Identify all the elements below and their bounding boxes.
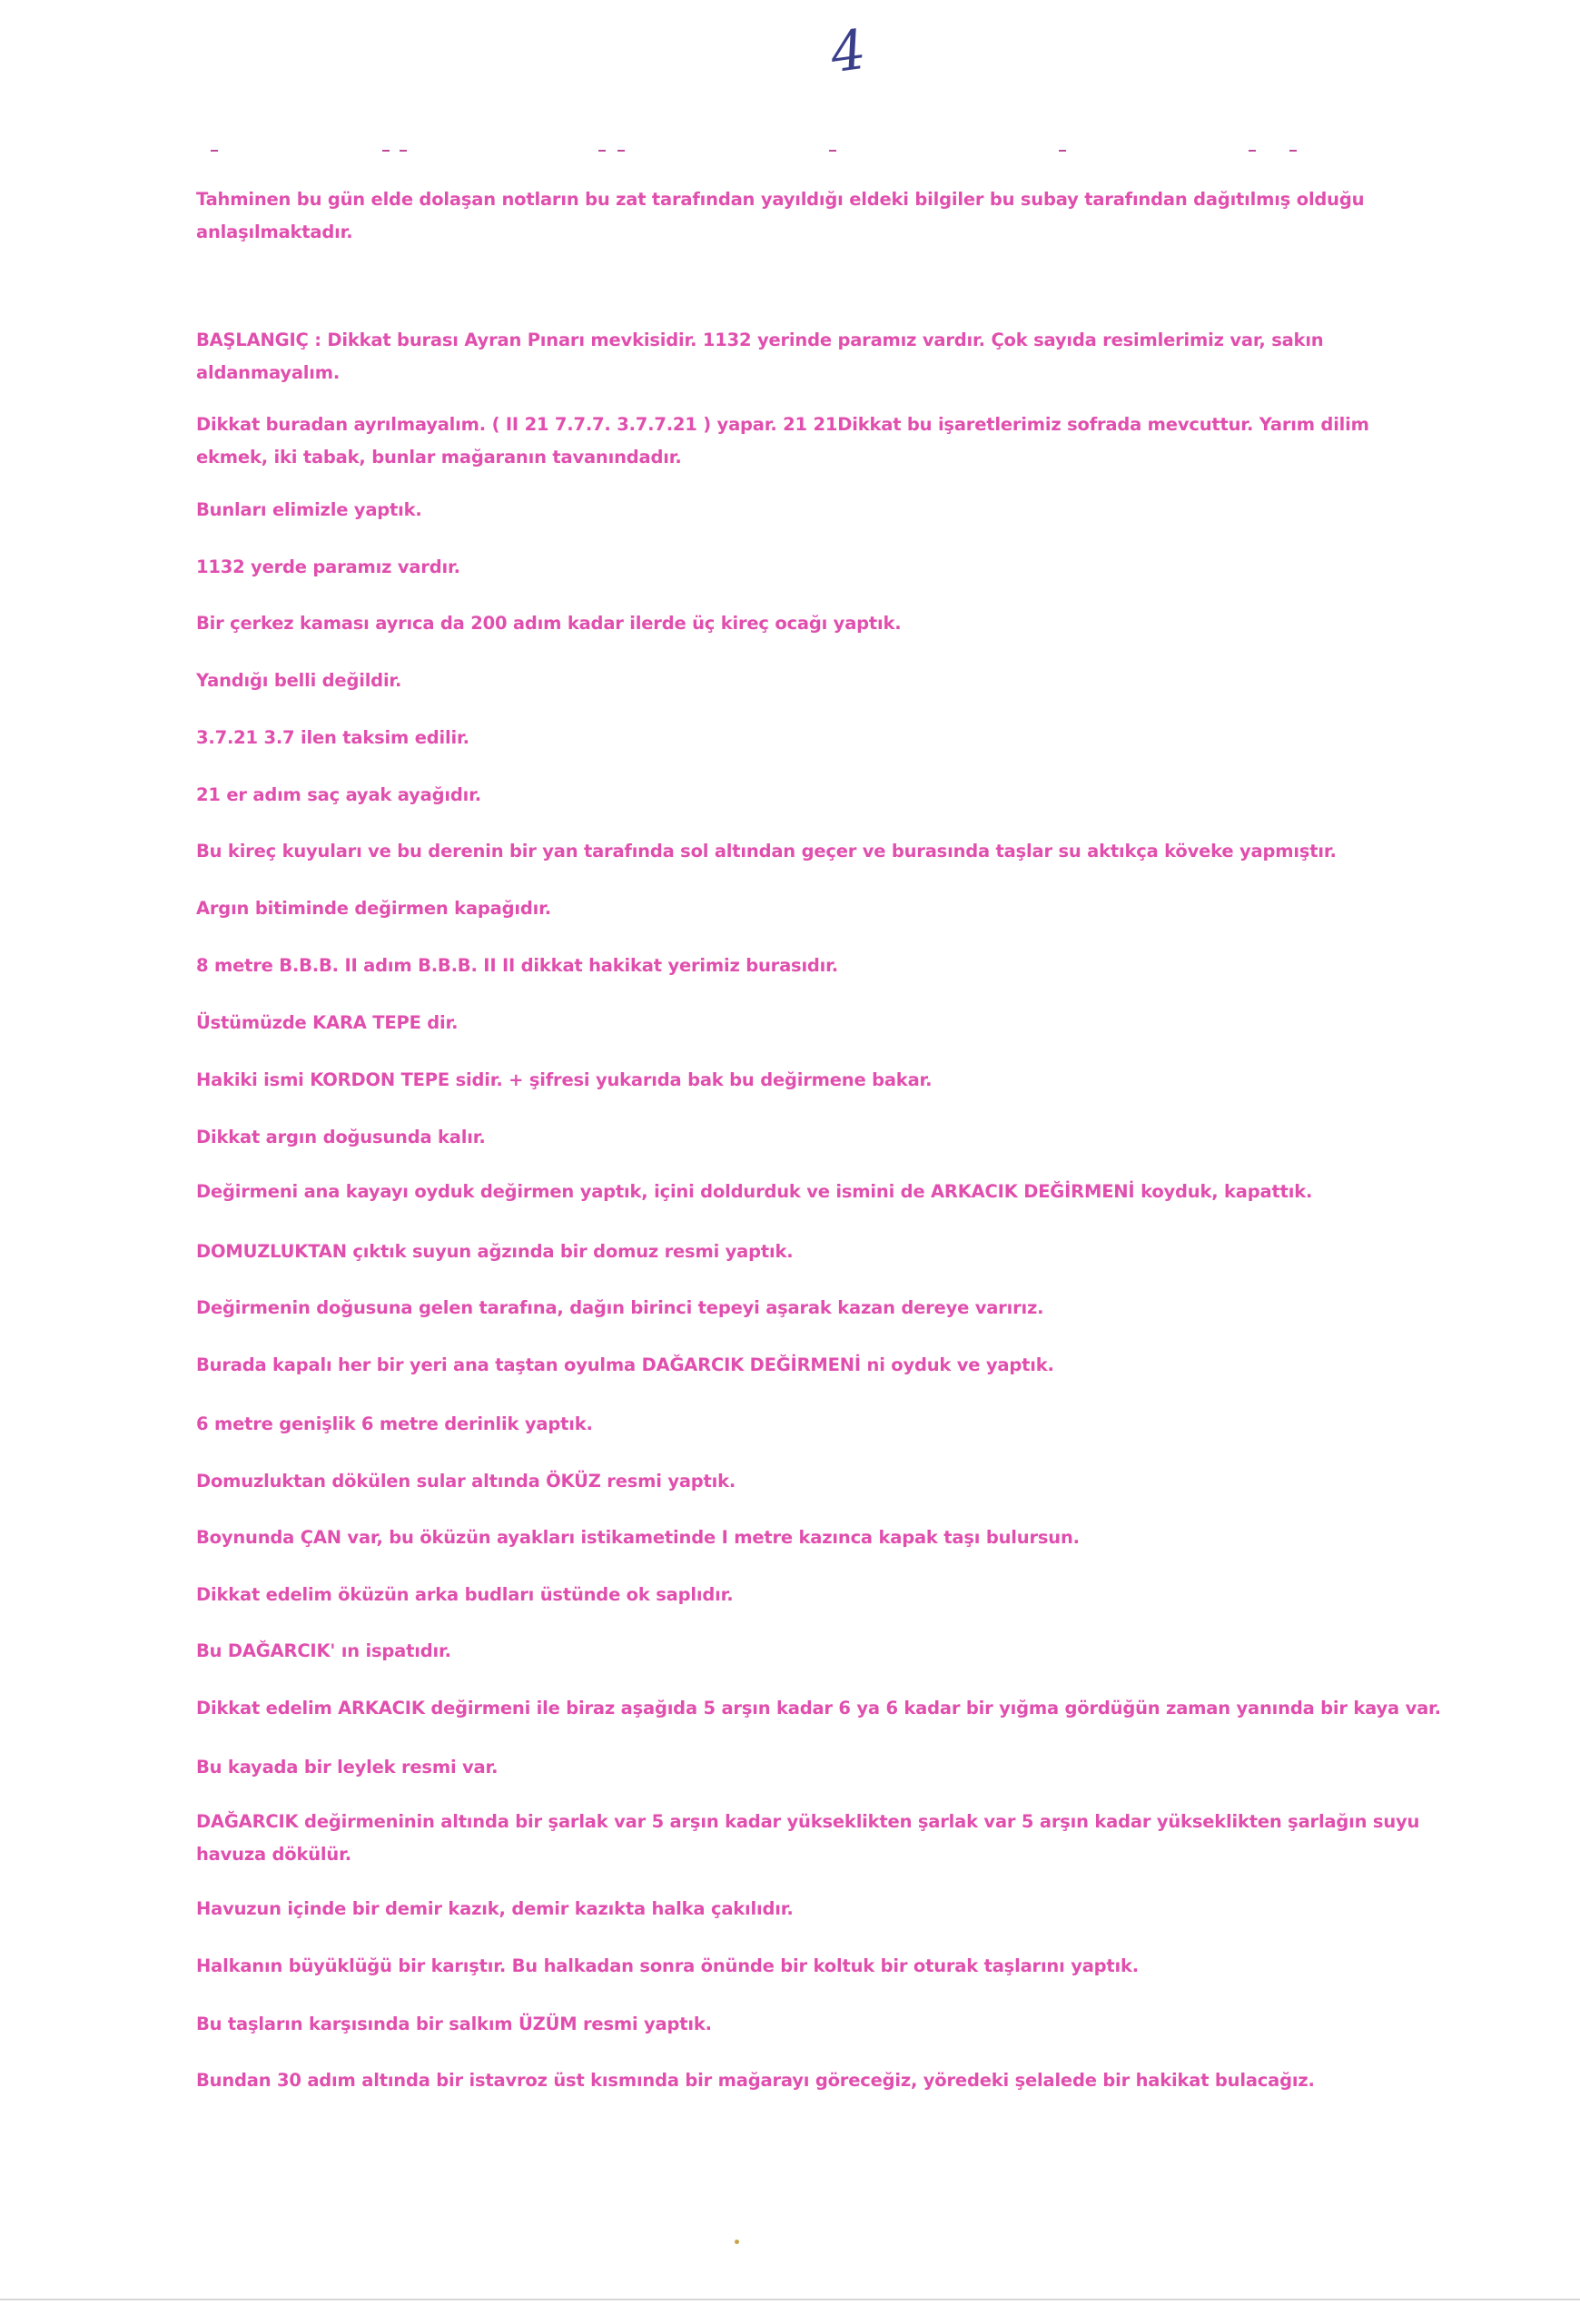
paragraph: Değirmeni ana kayayı oyduk değirmen yaptık, içini doldurduk ve ismini de ARKACIK DEĞİRMENİ koyduk, kapattık. bbox=[196, 1181, 1313, 1202]
paragraph: Bu kireç kuyuları ve bu derenin bir yan tarafında sol altından geçer ve burasında taşlar su aktıkça köveke yapmıştır. bbox=[196, 841, 1337, 862]
paragraph: DAĞARCIK değirmeninin altında bir şarlak var 5 arşın kadar yükseklikten şarlak var 5 arşın kadar yükseklikten şarlağın suyu havuza dökülür. bbox=[196, 1811, 1420, 1865]
paragraph: Dikkat edelim öküzün arka budları üstünde ok saplıdır. bbox=[196, 1584, 734, 1605]
paragraph: Bu DAĞARCIK' ın ispatıdır. bbox=[196, 1640, 451, 1661]
paragraph: Dikkat buradan ayrılmayalım. ( II 21 7.7.7. 3.7.7.21 ) yapar. 21 21Dikkat bu işaretlerimiz sofrada mevcuttur. Yarım dilim ekmek, iki tabak, bunlar mağaranın tavanındadır. bbox=[196, 414, 1369, 468]
paragraph: DOMUZLUKTAN çıktık suyun ağzında bir domuz resmi yaptık. bbox=[196, 1241, 794, 1262]
paragraph: BAŞLANGIÇ : Dikkat burası Ayran Pınarı mevkisidir. 1132 yerinde paramız vardır. Çok sayıda resimlerimiz var, sakın aldanmayalım. bbox=[196, 330, 1324, 383]
paragraph: Bir çerkez kaması ayrıca da 200 adım kadar ilerde üç kireç ocağı yaptık. bbox=[196, 613, 902, 634]
dash bbox=[400, 150, 407, 152]
paragraph: Havuzun içinde bir demir kazık, demir kazıkta halka çakılıdır. bbox=[196, 1898, 794, 1919]
dash bbox=[617, 150, 625, 152]
paragraph: Domuzluktan dökülen sular altında ÖKÜZ resmi yaptık. bbox=[196, 1471, 736, 1492]
paragraph: Dikkat argın doğusunda kalır. bbox=[196, 1127, 486, 1147]
paragraph: 1132 yerde paramız vardır. bbox=[196, 556, 460, 577]
scan-edge-line bbox=[0, 2299, 1580, 2300]
paragraph: 3.7.21 3.7 ilen taksim edilir. bbox=[196, 727, 469, 748]
dash bbox=[382, 150, 390, 152]
paragraph: Dikkat edelim ARKACIK değirmeni ile biraz aşağıda 5 arşın kadar 6 ya 6 kadar bir yığma gördüğün zaman yanında bir kaya var. bbox=[196, 1698, 1441, 1718]
paragraph: 21 er adım saç ayak ayağıdır. bbox=[196, 784, 481, 805]
paragraph: 6 metre genişlik 6 metre derinlik yaptık. bbox=[196, 1413, 593, 1434]
paragraph: Tahminen bu gün elde dolaşan notların bu zat tarafından yayıldığı eldeki bilgiler bu subay tarafından dağıtılmış olduğu anlaşılmaktadır. bbox=[196, 189, 1365, 242]
handwritten-page-number: 4 bbox=[826, 17, 870, 86]
paragraph: Boynunda ÇAN var, bu öküzün ayakları istikametinde I metre kazınca kapak taşı bulursun. bbox=[196, 1527, 1080, 1548]
scan-speck bbox=[735, 2240, 739, 2244]
paragraph: Burada kapalı her bir yeri ana taştan oyulma DAĞARCIK DEĞİRMENİ ni oyduk ve yaptık. bbox=[196, 1354, 1054, 1375]
dash bbox=[598, 150, 606, 152]
paragraph: Bunları elimizle yaptık. bbox=[196, 499, 422, 520]
paragraph: Bu taşların karşısında bir salkım ÜZÜM resmi yaptık. bbox=[196, 2014, 712, 2034]
paragraph: Üstümüzde KARA TEPE dir. bbox=[196, 1012, 459, 1033]
paragraph: Bu kayada bir leylek resmi var. bbox=[196, 1757, 499, 1777]
dash bbox=[1249, 150, 1256, 152]
paragraph: 8 metre B.B.B. II adım B.B.B. II II dikkat hakikat yerimiz burasıdır. bbox=[196, 955, 839, 976]
paragraph: Argın bitiminde değirmen kapağıdır. bbox=[196, 898, 551, 919]
paragraph: Değirmenin doğusuna gelen tarafına, dağın birinci tepeyi aşarak kazan dereye varırız. bbox=[196, 1297, 1044, 1318]
dash bbox=[211, 150, 218, 152]
paragraph: Yandığı belli değildir. bbox=[196, 670, 402, 691]
paragraph: Halkanın büyüklüğü bir karıştır. Bu halkadan sonra önünde bir koltuk bir oturak taşlarını yaptık. bbox=[196, 1955, 1139, 1976]
paragraph: Hakiki ismi KORDON TEPE sidir. + şifresi yukarıda bak bu değirmene bakar. bbox=[196, 1069, 933, 1090]
paragraph: Bundan 30 adım altında bir istavroz üst kısmında bir mağarayı göreceğiz, yöredeki şelalede bir hakikat bulacağız. bbox=[196, 2070, 1315, 2091]
dash bbox=[1289, 150, 1297, 152]
dash bbox=[1059, 150, 1066, 152]
dash bbox=[829, 150, 836, 152]
